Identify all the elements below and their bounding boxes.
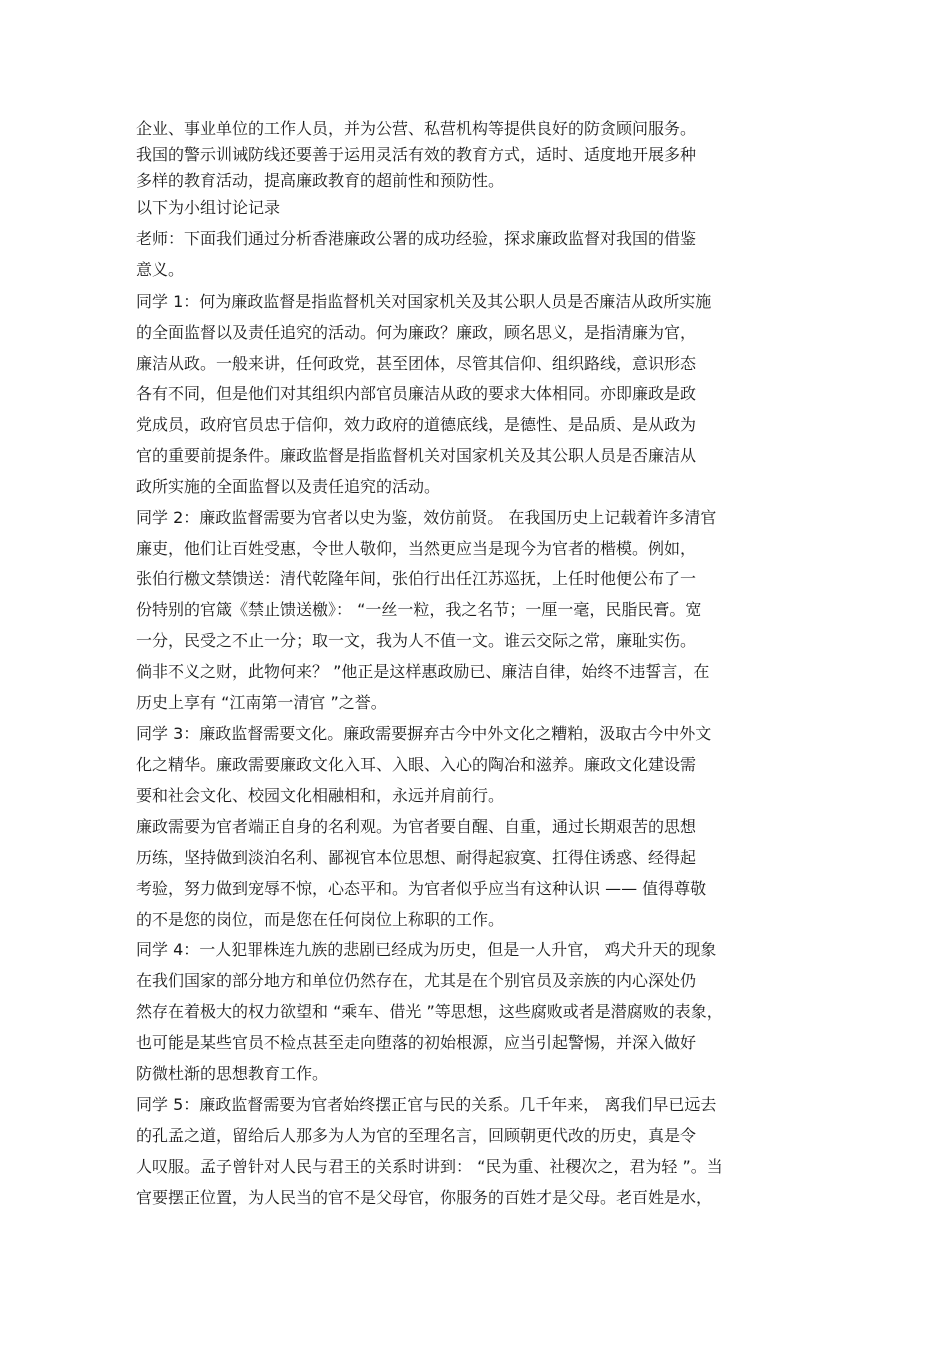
text-line: 同学 5：廉政监督需要为官者始终摆正官与民的关系。几千年来， 离我们早已远去 xyxy=(136,1095,717,1114)
text-line: 同学 3：廉政监督需要文化。廉政需要摒弃古今中外文化之糟粕，汲取古今中外文 xyxy=(136,724,712,743)
text-line: 多样的教育活动，提高廉政教育的超前性和预防性。 xyxy=(136,171,505,190)
text-line: 党成员，政府官员忠于信仰，效力政府的道德底线，是德性、是品质、是从政为 xyxy=(136,415,697,434)
text-line: 廉洁从政。一般来讲，任何政党，甚至团体，尽管其信仰、组织路线，意识形态 xyxy=(136,354,697,373)
text-line: 份特别的官箴《禁止馈送檄》： “一丝一粒，我之名节；一厘一毫，民脂民膏。宽 xyxy=(136,600,702,619)
text-line: 我国的警示训诫防线还要善于运用灵活有效的教育方式，适时、适度地开展多种 xyxy=(136,145,697,164)
section-heading: 以下为小组讨论记录 xyxy=(136,198,281,217)
text-line: 意义。 xyxy=(136,260,185,279)
text-line: 各有不同，但是他们对其组织内部官员廉洁从政的要求大体相同。亦即廉政是政 xyxy=(136,384,697,403)
text-line: 一分，民受之不止一分；取一文，我为人不值一文。谁云交际之常，廉耻实伤。 xyxy=(136,631,697,650)
text-line: 的不是您的岗位，而是您在任何岗位上称职的工作。 xyxy=(136,910,505,929)
text-line: 张伯行檄文禁馈送：清代乾隆年间，张伯行出任江苏巡抚，上任时他便公布了一 xyxy=(136,569,697,588)
text-line: 然存在着极大的权力欲望和 “乘车、借光 ”等思想，这些腐败或者是潜腐败的表象， xyxy=(136,1002,723,1021)
text-line: 倘非不义之财，此物何来？ ”他正是这样惠政励已、廉洁自律，始终不违誓言，在 xyxy=(136,662,710,681)
text-line: 同学 1：何为廉政监督是指监督机关对国家机关及其公职人员是否廉洁从政所实施 xyxy=(136,292,712,311)
text-line: 的孔孟之道，留给后人那多为人为官的至理名言，回顾朝更代改的历史，真是令 xyxy=(136,1126,697,1145)
text-line: 官的重要前提条件。廉政监督是指监督机关对国家机关及其公职人员是否廉洁从 xyxy=(136,446,697,465)
text-line: 在我们国家的部分地方和单位仍然存在，尤其是在个别官员及亲族的内心深处仍 xyxy=(136,971,697,990)
text-line: 同学 4：一人犯罪株连九族的悲剧已经成为历史，但是一人升官， 鸡犬升天的现象 xyxy=(136,940,717,959)
text-line: 历史上享有 “江南第一清官 ”之誉。 xyxy=(136,693,387,712)
text-line: 廉吏，他们让百姓受惠，令世人敬仰，当然更应当是现今为官者的楷模。例如， xyxy=(136,539,697,558)
text-line: 防微杜渐的思想教育工作。 xyxy=(136,1064,329,1083)
text-line: 也可能是某些官员不检点甚至走向堕落的初始根源，应当引起警惕，并深入做好 xyxy=(136,1033,697,1052)
text-line: 同学 2：廉政监督需要为官者以史为鉴，效仿前贤。 在我国历史上记载着许多清官 xyxy=(136,508,717,527)
text-line: 考验，努力做到宠辱不惊，心态平和。为官者似乎应当有这种认识 —— 值得尊敬 xyxy=(136,879,707,898)
text-line: 化之精华。廉政需要廉政文化入耳、入眼、入心的陶冶和滋养。廉政文化建设需 xyxy=(136,755,697,774)
text-line: 廉政需要为官者端正自身的名利观。为官者要自醒、自重，通过长期艰苦的思想 xyxy=(136,817,697,836)
text-line: 的全面监督以及责任追究的活动。何为廉政？廉政，顾名思义，是指清廉为官， xyxy=(136,323,697,342)
text-line: 企业、事业单位的工作人员，并为公营、私营机构等提供良好的防贪顾问服务。 xyxy=(136,119,697,138)
text-line: 政所实施的全面监督以及责任追究的活动。 xyxy=(136,477,441,496)
text-line: 老师：下面我们通过分析香港廉政公署的成功经验，探求廉政监督对我国的借鉴 xyxy=(136,229,697,248)
text-line: 人叹服。孟子曾针对人民与君王的关系时讲到： “民为重、社稷次之，君为轻 ”。当 xyxy=(136,1157,723,1176)
text-line: 历练，坚持做到淡泊名利、鄙视官本位思想、耐得起寂寞、扛得住诱惑、经得起 xyxy=(136,848,697,867)
text-line: 要和社会文化、校园文化相融相和，永远并肩前行。 xyxy=(136,786,505,805)
text-line: 官要摆正位置，为人民当的官不是父母官，你服务的百姓才是父母。老百姓是水， xyxy=(136,1188,713,1207)
